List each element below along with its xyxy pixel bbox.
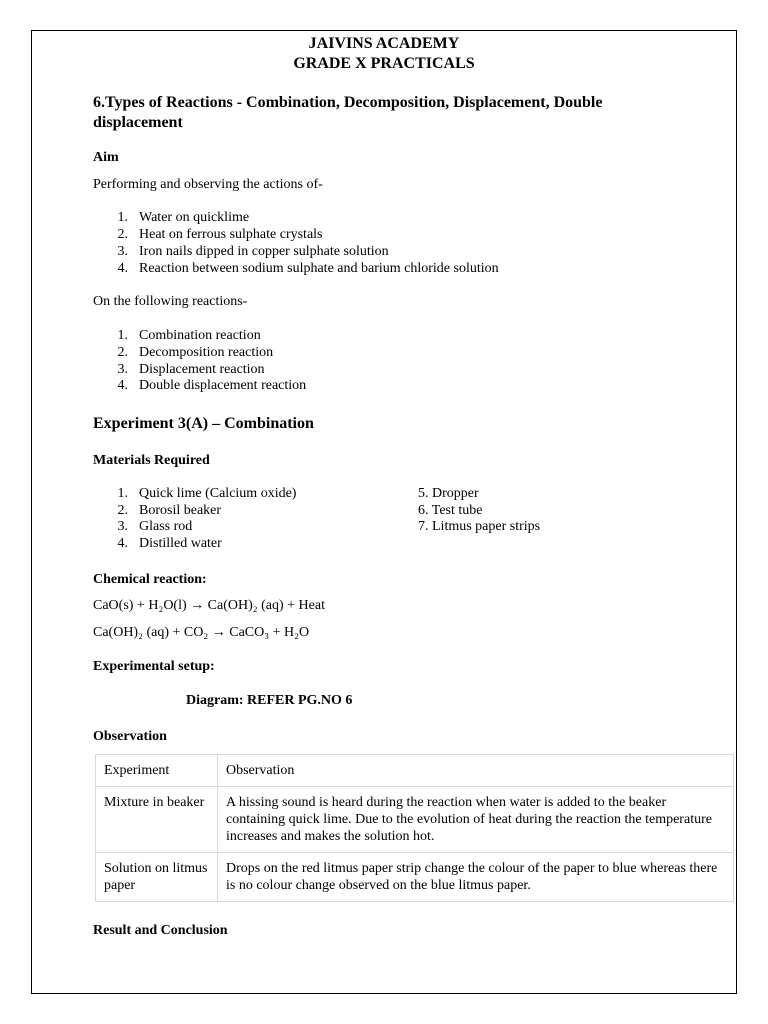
list-item: 3. Iron nails dipped in copper sulphate solution bbox=[117, 244, 389, 259]
list-item: 1. Water on quicklime bbox=[117, 210, 250, 225]
table-row bbox=[96, 787, 734, 853]
list-item: 1. Quick lime (Calcium oxide) bbox=[117, 486, 297, 501]
chemical-heading: Chemical reaction: bbox=[93, 572, 207, 587]
table-cell: Drops on the red litmus paper strip change the colour of the paper to blue whereas there is no colour change observed on the blue litmus paper. bbox=[218, 853, 734, 902]
list-item: 2. Borosil beaker bbox=[117, 503, 222, 518]
academy-name: JAIVINS ACADEMY bbox=[308, 35, 460, 52]
observation-heading: Observation bbox=[93, 729, 167, 744]
table-cell: Solution on litmus paper bbox=[96, 853, 218, 902]
list-item: 6. Test tube bbox=[418, 503, 483, 518]
section-title-line2: displacement bbox=[93, 114, 183, 131]
list-item: 4. Distilled water bbox=[117, 536, 222, 551]
list-item: 3. Glass rod bbox=[117, 519, 193, 534]
observation-table bbox=[95, 754, 734, 902]
section-title-line1: 6.Types of Reactions - Combination, Decomposition, Displacement, Double bbox=[93, 94, 603, 111]
table-cell: A hissing sound is heard during the reaction when water is added to the beaker containing quick lime. Due to the evolution of heat during the reaction the temperature increases and makes the solution hot. bbox=[218, 787, 734, 853]
aim-intro: Performing and observing the actions of- bbox=[93, 177, 323, 192]
list-item: 4. Reaction between sodium sulphate and barium chloride solution bbox=[117, 261, 499, 276]
equation-1: CaO(s) + H₂O(l) → Ca(OH)₂ (aq) + Heat bbox=[93, 598, 325, 613]
list-item: 2. Heat on ferrous sulphate crystals bbox=[117, 227, 323, 242]
table-header-cell: Observation bbox=[218, 755, 734, 787]
materials-heading: Materials Required bbox=[93, 453, 210, 468]
diagram-reference: Diagram: REFER PG.NO 6 bbox=[186, 693, 353, 708]
grade-title: GRADE X PRACTICALS bbox=[293, 55, 475, 72]
table-header-row bbox=[96, 755, 734, 787]
equation-2: Ca(OH)₂ (aq) + CO₂ → CaCO₃ + H₂O bbox=[93, 625, 310, 640]
aim-heading: Aim bbox=[93, 150, 119, 165]
table-cell: Mixture in beaker bbox=[96, 787, 218, 853]
setup-heading: Experimental setup: bbox=[93, 659, 215, 674]
table-row bbox=[96, 853, 734, 902]
list-item: 2. Decomposition reaction bbox=[117, 345, 274, 360]
reactions-intro: On the following reactions- bbox=[93, 294, 248, 309]
result-heading: Result and Conclusion bbox=[93, 923, 228, 938]
table-header-cell: Experiment bbox=[96, 755, 218, 787]
experiment-heading: Experiment 3(A) – Combination bbox=[93, 415, 314, 432]
list-item: 1. Combination reaction bbox=[117, 328, 261, 343]
list-item: 7. Litmus paper strips bbox=[418, 519, 541, 534]
list-item: 3. Displacement reaction bbox=[117, 362, 265, 377]
list-item: 4. Double displacement reaction bbox=[117, 378, 307, 393]
list-item: 5. Dropper bbox=[418, 486, 479, 501]
